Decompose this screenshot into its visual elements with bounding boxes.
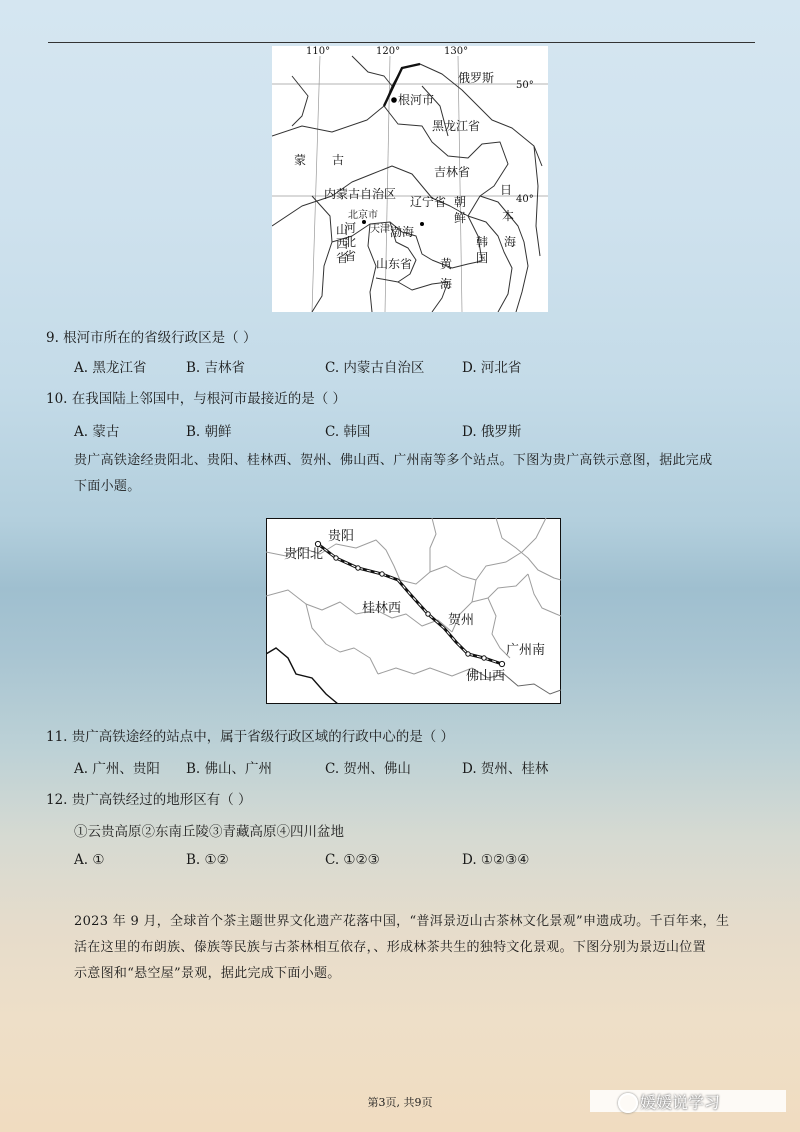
question-10-stem: 10. 在我国陆上邻国中，与根河市最接近的是（ ） [46,391,347,407]
q9-option-b[interactable]: B. 吉林省 [186,360,246,376]
question-9-stem: 9. 根河市所在的省级行政区是（ ） [46,330,257,346]
label-bohai: 渤海 [390,225,415,239]
label-russia: 俄罗斯 [458,71,495,85]
watermark-text: 媛媛说学习 [640,1093,721,1112]
label-shanxi: 省 [336,251,349,265]
q11-option-c[interactable]: C. 贺州、佛山 [325,761,411,777]
page-number: 第3页, 共9页 [367,1096,433,1109]
intro-1-line-1: 贵广高铁途经贵阳北、贵阳、桂林西、贺州、佛山西、广州南等多个站点。下图为贵广高铁示意图，据此完成 [74,453,713,468]
q9-option-a[interactable]: A. 黑龙江省 [74,360,147,376]
label-north-korea: 朝 [454,195,467,209]
label-sea-of-japan: 日 [500,183,513,197]
label-mongolia: 古 [332,153,345,167]
lon-label: 110° [306,46,331,57]
label-beijing: 北京市 [348,210,378,221]
label-shanxi: 西 [336,237,349,251]
label-north-korea: 鲜 [454,211,467,225]
question-12-stem: 12. 贵广高铁经过的地形区有（ ） [46,792,252,808]
q10-option-a[interactable]: A. 蒙古 [74,424,120,440]
intro-paragraph-2 [74,909,764,987]
q11-option-d[interactable]: D. 贺州、桂林 [462,761,549,777]
station-hezhou: 贺州 [448,613,475,628]
intro-1-line-2: 下面小题。 [74,479,141,494]
lon-label: 120° [376,46,401,57]
q10-option-b[interactable]: B. 朝鲜 [186,424,232,440]
station-guiyang: 贵阳 [328,529,355,544]
q11-option-b[interactable]: B. 佛山、广州 [186,761,273,777]
q12-option-a[interactable]: A. ① [74,852,105,868]
label-tianjin: 天津 [370,224,390,235]
q9-option-d[interactable]: D. 河北省 [462,360,522,376]
label-sea-of-japan: 海 [504,235,517,249]
station-guilinxi: 桂林西 [362,601,402,616]
label-south-korea: 国 [476,251,489,265]
q10-option-c[interactable]: C. 韩国 [325,424,371,440]
gui-guang-railway-map [266,518,561,704]
q11-option-a[interactable]: A. 广州、贵阳 [74,761,160,777]
question-11-stem: 11. 贵广高铁途经的站点中，属于省级行政区域的行政中心的是（ ） [46,729,455,745]
q10-option-d[interactable]: D. 俄罗斯 [462,424,522,440]
q12-choices-line: ①云贵高原②东南丘陵③青藏高原④四川盆地 [74,824,344,840]
label-hebei: 省 [344,249,357,263]
intro-2-line-1: 2023 年 9 月，全球首个茶主题世界文化遗产花落中国，“普洱景迈山古茶林文化景观”申遗成功。千百年来，生 [74,914,730,929]
label-inner-mongolia: 内蒙古自治区 [324,187,397,201]
q12-option-b[interactable]: B. ①② [186,852,229,868]
intro-2-line-2: 活在这里的布朗族、傣族等民族与古茶林相互依存，、形成林茶共生的独特文化景观。下图分别为景迈山位置 [74,940,706,955]
station-guiyangbei: 贵阳北 [284,547,324,562]
label-hebei: 河 [344,221,357,235]
label-jilin: 吉林省 [434,165,471,179]
q12-option-c[interactable]: C. ①②③ [325,852,380,868]
label-sea-of-japan: 本 [502,209,515,223]
label-genhe: 根河市 [398,93,435,107]
q9-option-c[interactable]: C. 内蒙古自治区 [325,360,425,376]
label-yellow-sea: 黄 [440,257,453,271]
label-south-korea: 韩 [476,235,489,249]
label-liaoning: 辽宁省 [410,195,447,209]
lon-label: 130° [444,46,469,57]
label-yellow-sea: 海 [440,277,453,291]
label-heilongjiang: 黑龙江省 [432,119,481,133]
label-mongolia: 蒙 [294,153,307,167]
lat-label: 50° [516,80,534,91]
intro-2-line-3: 示意图和“悬空屋”景观，据此完成下面小题。 [74,966,341,981]
label-hebei: 北 [344,235,357,249]
label-shandong: 山东省 [376,257,413,271]
station-guangzhounan: 广州南 [506,643,546,658]
intro-paragraph-1 [74,448,764,500]
label-shanxi: 山 [336,223,349,237]
lat-label: 40° [516,194,534,205]
station-foshanxi: 佛山西 [466,669,506,684]
northeast-china-map [272,46,548,312]
header-rule [48,42,755,43]
q12-option-d[interactable]: D. ①②③④ [462,852,530,868]
watermark-logo-icon [618,1093,638,1113]
